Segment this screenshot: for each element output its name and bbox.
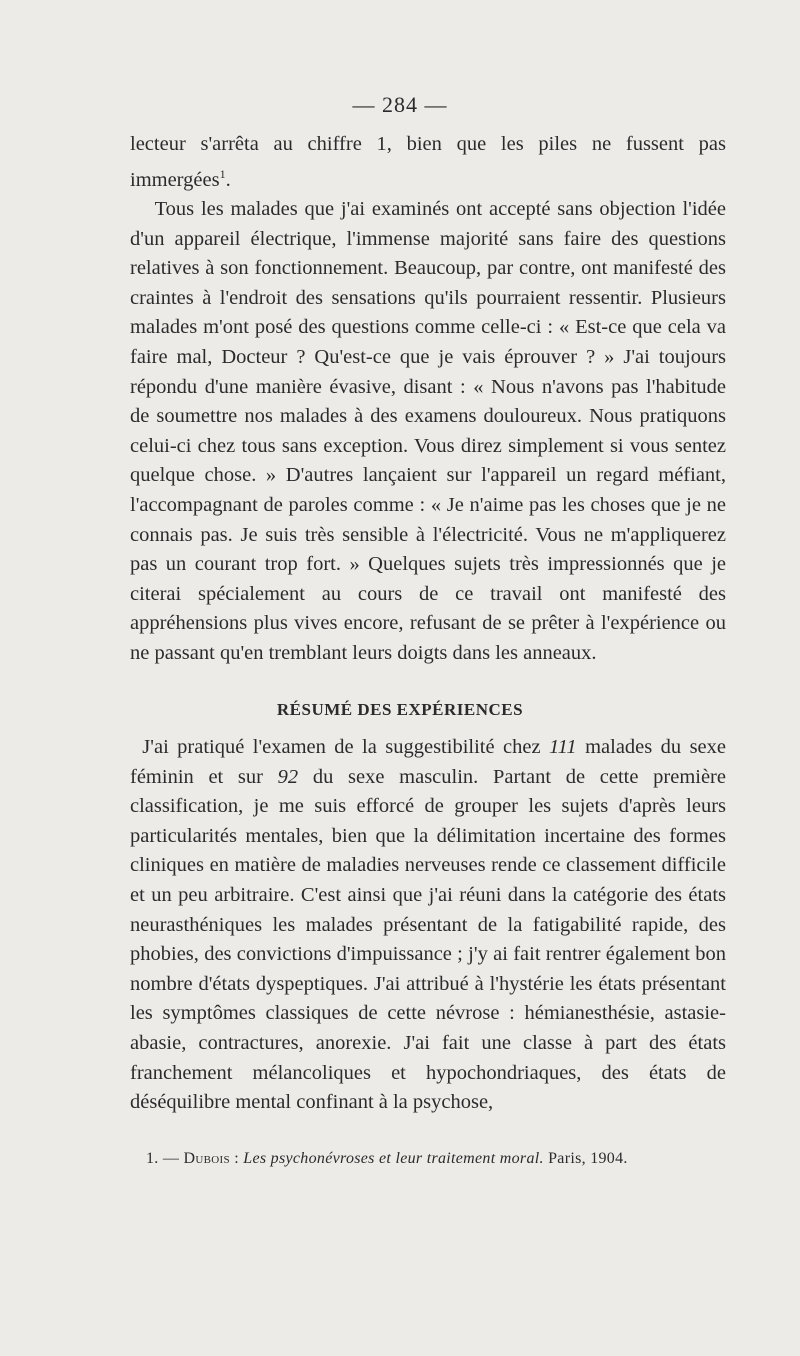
footnote-marker: 1. —	[146, 1150, 180, 1167]
footnote-separator: :	[229, 1150, 244, 1167]
male-count: 92	[277, 765, 299, 788]
section-text-rest: du sexe masculin. Partant de cette première classification, je me suis efforcé de grouper les sujets d'après leurs particularités mentales, bien que la délimitation incertaine des formes cliniques en matière de maladies nerveuses rende ce classement difficile et un peu arbitraire. C'est ainsi que j'ai réuni dans la catégorie des états neurasthéniques les malades présentant de la fatigabilité rapide, des phobies, des convictions d'impuissance ; j'y ai fait rentrer également bon nombre d'états dyspeptiques. J'ai attribué à l'hystérie les états présentant les symptômes classiques de cette névrose : hémianesthésie, astasie-abasie, contractures, anorexie. J'ai fait une classe à part des états franchement mélancoliques et hypochondriaques, des états de déséquilibre mental confinant à la psychose,	[130, 765, 726, 1114]
section-text-mid: malades du sexe féminin et sur	[130, 736, 726, 788]
footnote-author: Dubois	[183, 1150, 230, 1167]
footnote-place-year: Paris, 1904.	[543, 1150, 628, 1167]
section-text-start: J'ai pratiqué l'examen de la suggestibilité chez	[142, 736, 549, 758]
page-number: — 284 —	[352, 92, 448, 117]
section-heading: RÉSUMÉ DES EXPÉRIENCES	[276, 700, 524, 719]
female-count: 111	[548, 736, 577, 758]
section-text	[130, 733, 726, 1118]
footnote-reference: 1	[219, 166, 226, 181]
footnote-title: Les psychonévroses et leur traitement moral.	[243, 1150, 544, 1167]
paragraph-1-end: .	[225, 168, 231, 191]
paragraph-1-text: lecteur s'arrêta au chiffre 1, bien que les piles ne fussent pas immergées	[130, 133, 726, 191]
paragraph-continuation	[130, 130, 726, 195]
body-text	[130, 130, 726, 669]
footnote	[146, 1150, 746, 1168]
paragraph-2: Tous les malades que j'ai examinés ont accepté sans objection l'idée d'un appareil électrique, l'immense majorité sans faire des questions relatives à son fonctionnement. Beaucoup, par contre, ont manifesté des craintes à l'endroit des sensations qu'ils pourraient ressentir. Plusieurs malades m'ont posé des questions comme celle-ci : « Est-ce que cela va faire mal, Docteur ? Qu'est-ce que je vais éprouver ? » J'ai toujours répondu d'une manière évasive, disant : « Nous n'avons pas l'habitude de soumettre nos malades à des examens douloureux. Nous pratiquons celui-ci chez tous sans exception. Vous direz simplement si vous sentez quelque chose. » D'autres lançaient sur l'appareil un regard méfiant, l'accompagnant de paroles comme : « Je n'aime pas les choses que je ne connais pas. Je suis très sensible à l'électricité. Vous ne m'appliquerez pas un courant trop fort. » Quelques sujets très impressionnés que je citerai spécialement au cours de ce travail ont manifesté des appréhensions plus vives encore, refusant de se prêter à l'expérience ou ne passant qu'en tremblant leurs doigts dans les anneaux.	[130, 198, 726, 664]
section-paragraph	[130, 733, 726, 1118]
